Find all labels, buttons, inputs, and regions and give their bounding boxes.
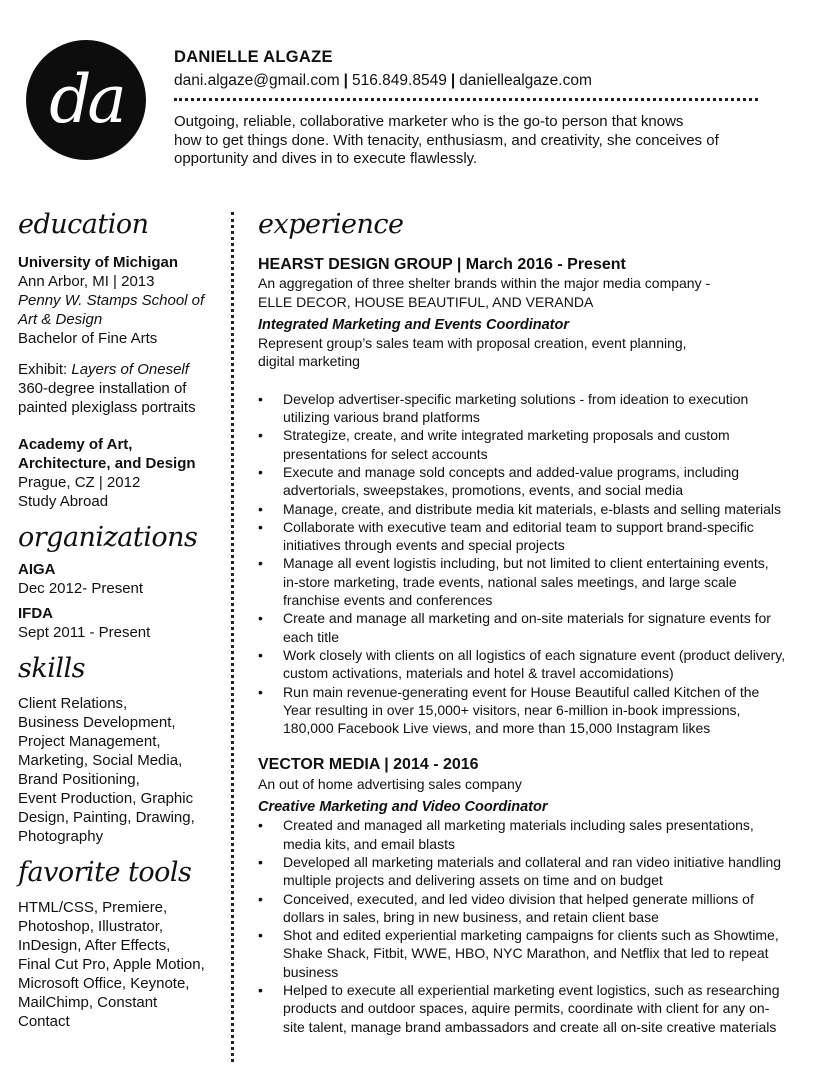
- bullet-line: • Shot and edited experiential marketing campaigns for clients such as Showtime,: [283, 927, 779, 944]
- org-name: AIGA: [18, 561, 56, 578]
- bullet-line: presentations for select accounts: [283, 445, 488, 462]
- skills-heading: skills: [18, 653, 85, 684]
- contact-separator: |: [343, 72, 348, 89]
- bullet-item: [283, 609, 810, 646]
- tool-line: InDesign, After Effects,: [18, 937, 171, 954]
- job-title: HEARST DESIGN GROUP | March 2016 - Present: [258, 256, 626, 273]
- exhibit-prefix: Exhibit:: [18, 361, 72, 378]
- school-location: Prague, CZ | 2012: [18, 474, 141, 491]
- summary-line: Outgoing, reliable, collaborative marketer who is the go-to person that knows: [174, 113, 684, 130]
- bullet-line: 180,000 Facebook Live views, and more than 15,000 Instagram likes: [283, 720, 711, 737]
- job-description: An out of home advertising sales company: [258, 775, 522, 792]
- bullet-line: • Execute and manage sold concepts and added-value programs, including: [283, 463, 740, 480]
- tool-line: Photoshop, Illustrator,: [18, 918, 164, 935]
- org-name: IFDA: [18, 605, 53, 622]
- job-description: An aggregation of three shelter brands within the major media company -: [258, 275, 711, 292]
- bullet-item: [283, 683, 810, 738]
- bullet-line: • Create and manage all marketing and on-site materials for signature events for: [283, 610, 771, 627]
- bullet-line: in-store marketing, trade events, national sales meetings, and large scale: [283, 573, 737, 590]
- job-bullets: [258, 816, 810, 1036]
- tool-line: Contact: [18, 1013, 70, 1030]
- skill-line: Project Management,: [18, 733, 161, 750]
- bullet-line: • Manage, create, and distribute media kit materials, e-blasts and selling materials: [283, 500, 782, 517]
- bullet-line: initiatives through events and special projects: [283, 537, 565, 554]
- role-description: digital marketing: [258, 353, 360, 370]
- school-subdivision: Penny W. Stamps School of: [18, 292, 205, 309]
- school-name: Architecture, and Design: [18, 455, 196, 472]
- skill-line: Client Relations,: [18, 695, 128, 712]
- bullet-line: multiple projects and delivering assets on time and on budget: [283, 872, 663, 889]
- job-bullets: [258, 390, 810, 738]
- tools-heading: favorite tools: [18, 857, 192, 888]
- bullet-line: dollars in sales, bring in new business, and retain client base: [283, 908, 659, 925]
- bullet-line: advertorials, sweepstakes, promotions, events, and social media: [283, 482, 683, 499]
- bullet-line: • Strategize, create, and write integrated marketing proposals and custom: [283, 427, 730, 444]
- job-title: VECTOR MEDIA | 2014 - 2016: [258, 756, 479, 774]
- bullet-line: media kits, and email blasts: [283, 835, 455, 852]
- bullet-line: business: [283, 963, 339, 980]
- bullet-line: • Run main revenue-generating event for House Beautiful called Kitchen of the: [283, 683, 760, 700]
- skill-line: Marketing, Social Media,: [18, 752, 183, 769]
- program: Study Abroad: [18, 493, 109, 510]
- monogram-logo: [26, 40, 146, 160]
- job-role: Integrated Marketing and Events Coordinator: [258, 316, 569, 333]
- summary: [174, 113, 764, 169]
- summary-line: opportunity and dives in to execute flawlessly.: [174, 150, 478, 167]
- bullet-line: site talent, manage brand ambassadors and create all on-site creative materials: [283, 1018, 777, 1035]
- summary-line: how to get things done. With tenacity, enthusiasm, and creativity, she conceives of: [174, 131, 719, 149]
- header-divider: [174, 98, 758, 101]
- bullet-item: [283, 890, 810, 927]
- exhibit-title: Layers of Oneself: [71, 361, 189, 378]
- column-divider: [231, 212, 234, 1062]
- bullet-line: each title: [283, 628, 340, 645]
- tool-line: MailChimp, Constant: [18, 994, 158, 1011]
- logo-text: da: [49, 61, 123, 138]
- right-column: [258, 208, 810, 1036]
- website[interactable]: daniellealgaze.com: [459, 72, 592, 89]
- exhibit-desc: painted plexiglass portraits: [18, 399, 196, 416]
- tool-line: HTML/CSS, Premiere,: [18, 899, 168, 916]
- bullet-item: [283, 500, 810, 518]
- school-subdivision: Art & Design: [18, 311, 103, 328]
- skill-line: Event Production, Graphic: [18, 790, 194, 807]
- bullet-item: [283, 426, 810, 463]
- contact-line: [174, 72, 774, 90]
- bullet-line: Shake Shack, Fitbit, WWE, HBO, NYC Marathon, and Netflix that led to repeat: [283, 945, 769, 962]
- bullet-line: • Develop advertiser-specific marketing solutions - from ideation to execution: [283, 390, 749, 407]
- left-column: [18, 208, 230, 1031]
- organizations-heading: organizations: [18, 522, 198, 553]
- role-description: Represent group’s sales team with proposal creation, event planning,: [258, 335, 687, 352]
- skill-line: Brand Positioning,: [18, 771, 140, 788]
- bullet-line: • Work closely with clients on all logistics of each signature event (product delivery,: [283, 646, 786, 663]
- bullet-item: [283, 463, 810, 500]
- bullet-item: [283, 518, 810, 555]
- bullet-line: custom activations, materials and hotel & travel accomidations): [283, 665, 674, 682]
- candidate-name: DANIELLE ALGAZE: [174, 48, 333, 66]
- bullet-line: • Helped to execute all experiential marketing event logistics, such as researching: [283, 981, 780, 998]
- bullet-item: [283, 646, 810, 683]
- bullet-line: products and outdoor spaces, aquire permits, coordinate with client for any on-: [283, 1000, 770, 1017]
- bullet-item: [283, 981, 810, 1036]
- bullet-line: utilizing various brand platforms: [283, 409, 480, 426]
- bullet-line: • Manage all event logistis including, but not limited to client entertaining events,: [283, 555, 769, 572]
- bullet-line: • Developed all marketing materials and collateral and ran video initiative handling: [283, 853, 782, 870]
- skill-line: Design, Painting, Drawing,: [18, 809, 195, 826]
- org-dates: Dec 2012- Present: [18, 580, 144, 597]
- bullet-item: [283, 390, 810, 427]
- bullet-line: Year resulting in over 15,000+ visitors, near 6-million in-book impressions,: [283, 701, 741, 718]
- school-location: Ann Arbor, MI | 2013: [18, 273, 155, 290]
- phone[interactable]: 516.849.8549: [352, 72, 447, 89]
- degree: Bachelor of Fine Arts: [18, 330, 158, 347]
- exhibit-line: [18, 360, 230, 379]
- job-role: Creative Marketing and Video Coordinator: [258, 799, 548, 816]
- bullet-line: franchise events and conferences: [283, 592, 493, 609]
- bullet-item: [283, 816, 810, 853]
- bullet-line: • Created and managed all marketing materials including sales presentations,: [283, 817, 754, 834]
- contact-separator: |: [450, 72, 456, 89]
- email[interactable]: dani.algaze@gmail.com: [174, 72, 340, 89]
- job-description: ELLE DECOR, HOUSE BEAUTIFUL, AND VERANDA: [258, 293, 594, 310]
- bullet-item: [283, 853, 810, 890]
- bullet-line: • Collaborate with executive team and editorial team to support brand-specific: [283, 518, 754, 535]
- school-name: Academy of Art,: [18, 436, 133, 453]
- experience-heading: experience: [258, 209, 404, 240]
- bullet-line: • Conceived, executed, and led video division that helped generate millions of: [283, 890, 754, 907]
- skill-line: Business Development,: [18, 714, 176, 731]
- header: [174, 48, 774, 169]
- bullet-item: [283, 926, 810, 981]
- skill-line: Photography: [18, 828, 104, 845]
- tool-line: Microsoft Office, Keynote,: [18, 975, 190, 992]
- tool-line: Final Cut Pro, Apple Motion,: [18, 956, 205, 973]
- school-name: University of Michigan: [18, 254, 179, 271]
- bullet-item: [283, 554, 810, 609]
- exhibit-desc: 360-degree installation of: [18, 380, 187, 397]
- org-dates: Sept 2011 - Present: [18, 624, 151, 641]
- education-heading: education: [18, 209, 149, 240]
